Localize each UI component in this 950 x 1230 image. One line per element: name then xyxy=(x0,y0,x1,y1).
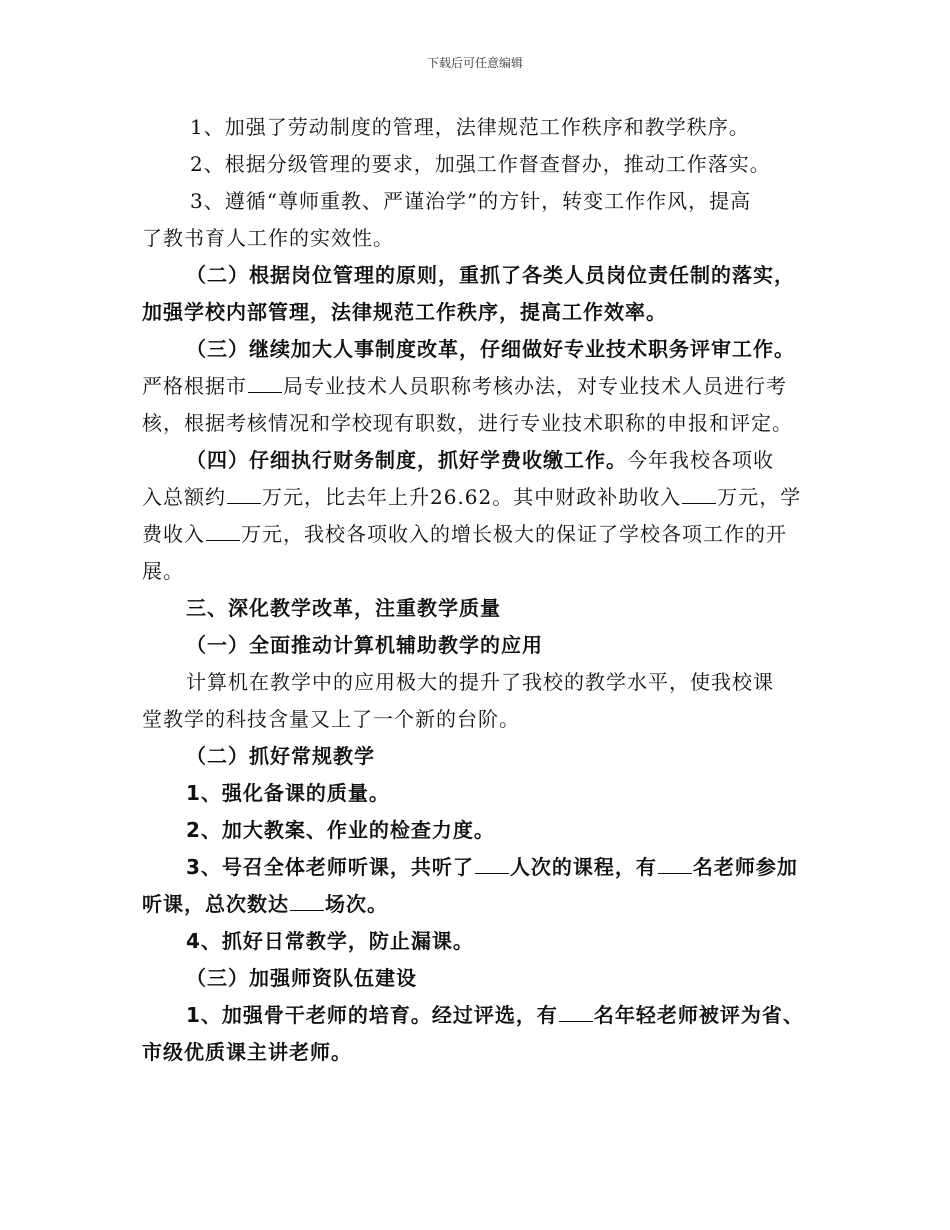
text-segment: （二）抓好常规教学 xyxy=(186,744,375,768)
text-segment: 人次的课程，有 xyxy=(509,855,657,879)
text-line xyxy=(186,596,501,620)
text-segment: 1、加强了劳动制度的管理，法律规范工作秩序和教学秩序。 xyxy=(190,115,750,139)
text-line xyxy=(190,152,771,176)
text-line xyxy=(186,855,798,879)
text-line xyxy=(142,522,787,546)
text-segment: 局专业技术人员职称考核办法，对专业技术人员进行考 xyxy=(283,374,787,398)
text-line xyxy=(142,300,667,324)
text-line xyxy=(142,1040,352,1064)
page-header: 下载后可任意编辑 xyxy=(426,56,523,70)
text-segment: 计算机在教学中的应用极大的提升了我校的教学水平，使我校课 xyxy=(186,670,774,694)
text-line xyxy=(142,707,520,731)
text-segment: 听课，总次数达 xyxy=(142,892,289,916)
text-segment: 万元，学 xyxy=(717,485,802,509)
text-line xyxy=(186,929,474,953)
text-line xyxy=(186,966,417,990)
text-segment: 严格根据市 xyxy=(142,374,247,398)
text-segment: 加强学校内部管理，法律规范工作秩序，提高工作效率。 xyxy=(142,300,667,324)
text-segment: 2、根据分级管理的要求，加强工作督查督办，推动工作落实。 xyxy=(190,152,771,176)
text-line xyxy=(186,1003,804,1027)
text-segment: 4、抓好日常教学，防止漏课。 xyxy=(186,929,474,953)
text-segment: 展。 xyxy=(142,559,184,583)
text-segment: 3、遵循“尊师重教、严谨治学”的方针，转变工作作风，提高 xyxy=(190,189,752,213)
text-line xyxy=(142,485,801,509)
text-line xyxy=(186,670,774,694)
fill-in-blank xyxy=(475,857,509,874)
fill-in-blank xyxy=(682,487,716,504)
text-segment: 名年轻老师被评为省、 xyxy=(593,1003,804,1027)
text-segment: 核，根据考核情况和学校现有职数，进行专业技术职称的申报和评定。 xyxy=(142,411,793,435)
text-line xyxy=(186,263,795,287)
text-segment: 入总额约 xyxy=(142,485,226,509)
text-line xyxy=(142,892,388,916)
text-line xyxy=(186,781,390,805)
text-line xyxy=(142,226,394,250)
text-segment: 3、号召全体老师听课，共听了 xyxy=(186,855,474,879)
text-line xyxy=(142,559,184,583)
fill-in-blank xyxy=(658,857,692,874)
text-segment: 三、深化教学改革，注重教学质量 xyxy=(186,596,501,620)
fill-in-blank xyxy=(206,524,240,541)
text-line xyxy=(142,411,793,435)
text-segment: 费收入 xyxy=(142,522,205,546)
text-segment: 1、强化备课的质量。 xyxy=(186,781,390,805)
text-segment: 1、加强骨干老师的培育。经过评选，有 xyxy=(186,1003,558,1027)
text-line xyxy=(186,448,774,472)
text-segment: 市级优质课主讲老师。 xyxy=(142,1040,352,1064)
text-line xyxy=(186,818,495,842)
text-segment: （四）仔细执行财务制度，抓好学费收缴工作。 xyxy=(186,448,627,472)
text-line xyxy=(142,374,787,398)
text-line xyxy=(186,744,375,768)
text-line xyxy=(186,633,543,657)
text-segment: （一）全面推动计算机辅助教学的应用 xyxy=(186,633,543,657)
text-line xyxy=(190,115,750,139)
text-line xyxy=(190,189,751,213)
text-segment: 场次。 xyxy=(325,892,388,916)
text-segment: （三）继续加大人事制度改革，仔细做好专业技术职务评审工作。 xyxy=(186,337,795,361)
text-segment: 2、加大教案、作业的检查力度。 xyxy=(186,818,495,842)
text-segment: 万元，我校各项收入的增长极大的保证了学校各项工作的开 xyxy=(241,522,787,546)
text-segment: 名老师参加 xyxy=(692,855,798,879)
text-segment: 堂教学的科技含量又上了一个新的台阶。 xyxy=(142,707,520,731)
fill-in-blank xyxy=(227,487,261,504)
text-line xyxy=(186,337,795,361)
fill-in-blank xyxy=(290,894,324,911)
text-segment: 了教书育人工作的实效性。 xyxy=(142,226,394,250)
fill-in-blank xyxy=(248,376,282,393)
fill-in-blank xyxy=(559,1005,593,1022)
text-segment: 万元，比去年上升26.62。其中财政补助收入 xyxy=(262,485,682,509)
text-segment: 今年我校各项收 xyxy=(627,448,774,472)
text-segment: （三）加强师资队伍建设 xyxy=(186,966,417,990)
text-segment: （二）根据岗位管理的原则，重抓了各类人员岗位责任制的落实， xyxy=(186,263,795,287)
